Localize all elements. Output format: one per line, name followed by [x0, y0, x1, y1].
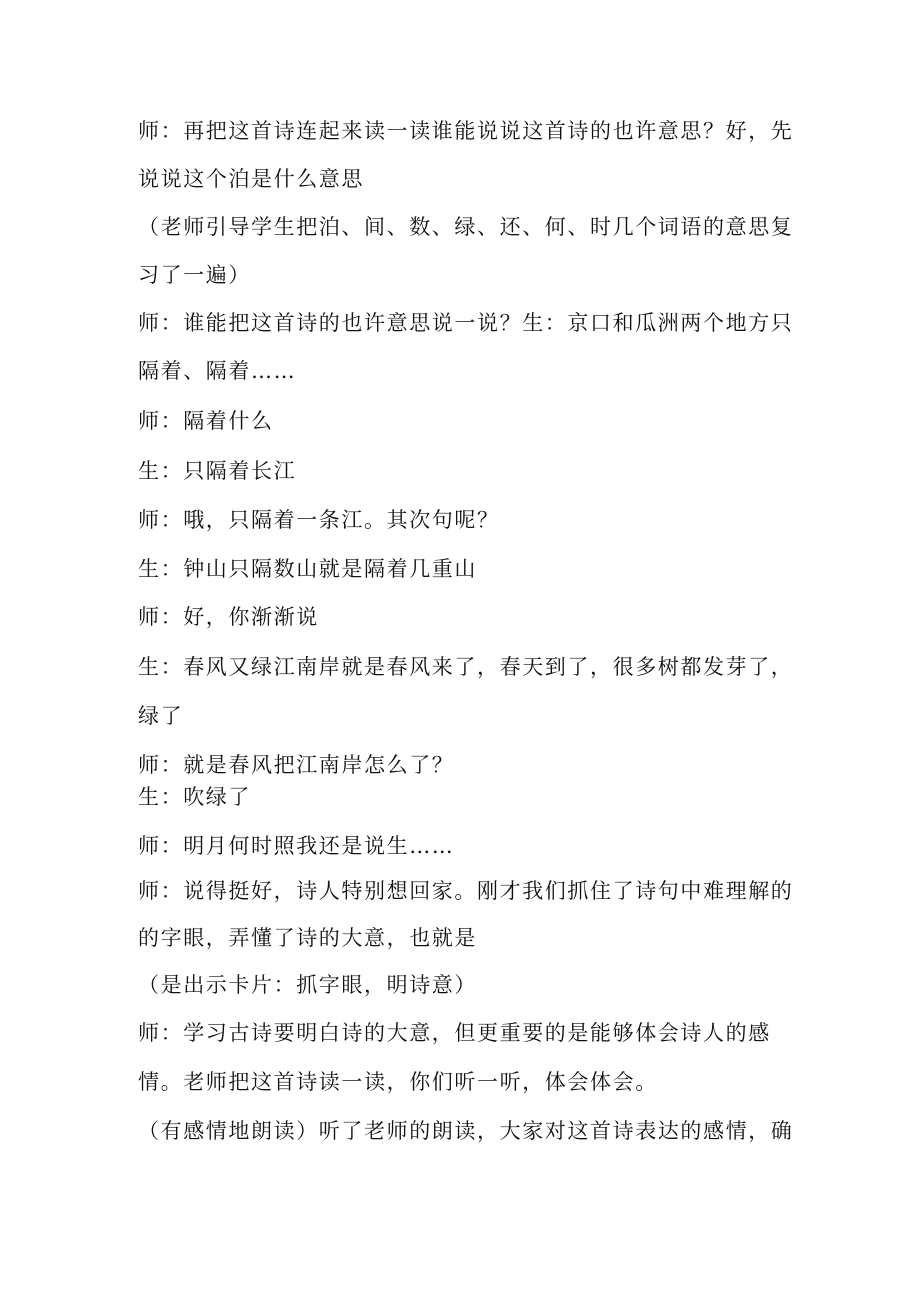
- text-line-21: 情。老师把这首诗读一读，你们听一听，体会体会。: [138, 1070, 658, 1094]
- text-line-3: （老师引导学生把泊、间、数、绿、还、何、时几个词语的意思复: [138, 215, 794, 239]
- text-line-22: （有感情地朗读）听了老师的朗读，大家对这首诗表达的感情，确: [138, 1119, 794, 1143]
- text-line-19: （是出示卡片：抓字眼，明诗意）: [138, 973, 477, 997]
- text-line-2: 说说这个泊是什么意思: [138, 167, 364, 191]
- text-line-11: 师：好，你渐渐说: [138, 605, 319, 629]
- text-line-8: 生：只隔着长江: [138, 459, 297, 483]
- text-line-1: 师：再把这首诗连起来读一读谁能说说这首诗的也许意思？好，先: [138, 119, 794, 143]
- text-line-9: 师：哦，只隔着一条江。其次句呢？: [138, 508, 500, 532]
- text-line-13: 绿了: [138, 704, 184, 728]
- text-line-17: 师：说得挺好，诗人特别想回家。刚才我们抓住了诗句中难理解的: [138, 879, 794, 903]
- text-line-15: 生：吹绿了: [138, 785, 251, 809]
- text-line-16: 师：明月何时照我还是说生……: [138, 834, 455, 858]
- text-line-14: 师：就是春风把江南岸怎么了？: [138, 753, 455, 777]
- text-line-6: 隔着、隔着……: [138, 359, 297, 383]
- text-line-5: 师：谁能把这首诗的也许意思说一说？生：京口和瓜洲两个地方只: [138, 311, 794, 335]
- text-line-18: 的字眼，弄懂了诗的大意，也就是: [138, 926, 477, 950]
- text-line-20: 师：学习古诗要明白诗的大意，但更重要的是能够体会诗人的感: [138, 1021, 771, 1045]
- text-line-12: 生：春风又绿江南岸就是春风来了，春天到了，很多树都发芽了，: [138, 655, 794, 679]
- text-line-4: 习了一遍）: [138, 263, 251, 287]
- text-line-10: 生：钟山只隔数山就是隔着几重山: [138, 557, 477, 581]
- text-line-7: 师：隔着什么: [138, 409, 274, 433]
